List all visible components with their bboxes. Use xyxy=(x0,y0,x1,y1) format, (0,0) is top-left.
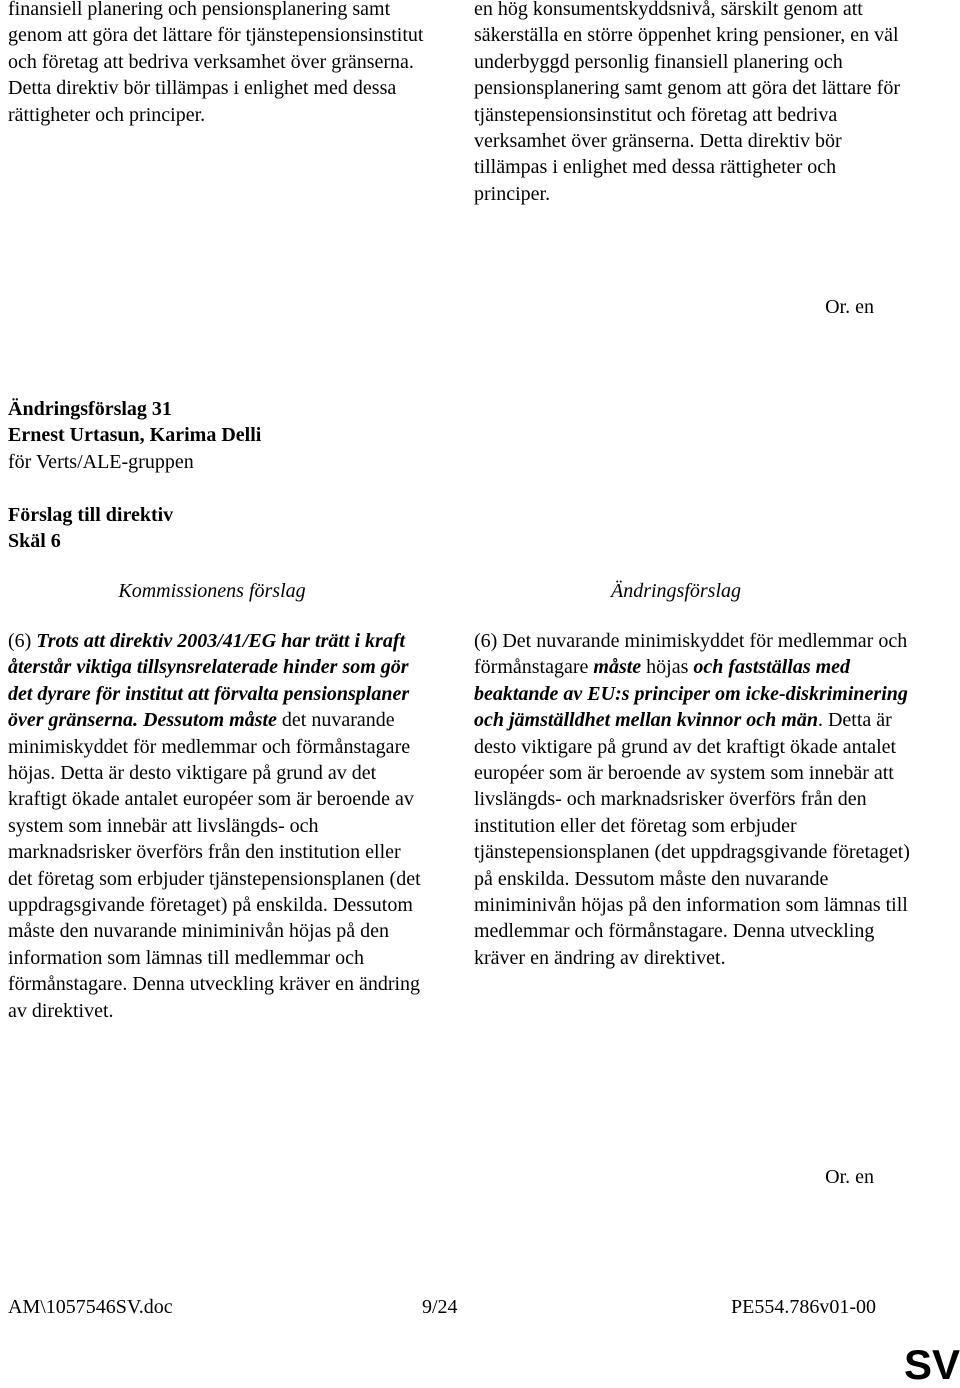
top-right-paragraph: en hög konsumentskyddsnivå, särskilt genom att säkerställa en större öppenhet kring pensioner, en väl underbyggd personlig finansiell planering och pensionsplanering samt genom att göra det lättare för tjänstepensionsinstitut och företag att bedriva verksamhet över gränserna. Detta direktiv bör tillämpas i enlighet med dessa rättigheter och principer. xyxy=(474,0,900,205)
commission-text xyxy=(8,628,428,1024)
top-left-text xyxy=(8,0,428,128)
text-run: (6) Det nuvarande minimiskyddet för medlemmar och förmånstagare xyxy=(474,630,908,679)
page-number: 9/24 xyxy=(422,1296,458,1318)
inserted-text-run: och fastställas med beaktande av EU:s principer om icke-diskriminering och jämställdhet mellan kvinnor och män xyxy=(474,656,908,732)
deleted-text-run: Trots att direktiv 2003/41/EG har trätt i kraft återstår viktiga tillsynsrelaterade hinder som gör det dyrare för institut att förvalta pensionsplaner över gränserna. xyxy=(8,630,410,732)
amendment-header xyxy=(8,396,261,475)
text-run: (6) xyxy=(8,630,37,652)
inserted-text-run: måste xyxy=(593,656,642,679)
language-code: SV xyxy=(903,1341,960,1388)
text-run: höjas xyxy=(641,656,694,679)
original-language-label-bottom: Or. en xyxy=(825,1166,874,1188)
commission-paragraph xyxy=(8,628,428,1024)
deleted-text-run: Dessutom måste xyxy=(143,709,277,732)
top-right-text xyxy=(474,0,914,207)
document-reference: PE554.786v01-00 xyxy=(731,1296,876,1318)
commission-proposal-header: Kommissionens förslag xyxy=(118,580,306,602)
amendment-authors: Ernest Urtasun, Karima Delli xyxy=(8,424,262,447)
amendment-column-header: Ändringsförslag xyxy=(610,580,742,602)
text-run: . Detta är desto viktigare på grund av det kraftigt ökade antalet européer som är beroende av system som innebär att livslängds- och marknadsrisker överförs från den institution eller det företag som erbjuder tjänstepensionsplanen (det uppdragsgivande företaget) på enskilda. Dessutom måste den nuvarande miniminivån höjas på den information som lämnas till medlemmar och förmånstagare. Denna utveckling kräver en ändring av direktivet. xyxy=(474,709,910,969)
proposal-header xyxy=(8,502,173,555)
document-id: AM\1057546SV.doc xyxy=(8,1296,173,1318)
amendment-paragraph xyxy=(474,628,914,971)
original-language-label: Or. en xyxy=(825,296,874,318)
recital-label: Skäl 6 xyxy=(8,530,61,553)
amendment-text xyxy=(474,628,914,971)
amendment-title: Ändringsförslag 31 xyxy=(8,398,172,420)
amendment-group: för Verts/ALE-gruppen xyxy=(8,450,194,473)
top-left-paragraph: finansiell planering och pensionsplanering samt genom att göra det lättare för tjänstepensionsinstitut och företag att bedriva verksamhet över gränserna. Detta direktiv bör tillämpas i enlighet med dessa rättigheter och principer. xyxy=(8,0,424,126)
text-run: det nuvarande minimiskyddet för medlemmar och förmånstagare höjas. Detta är desto viktigare på grund av det kraftigt ökade antalet européer som är beroende av system som innebär att livslängds- och marknadsrisker överförs från den institution eller det företag som erbjuder tjänstepensionsplanen (det uppdragsgivande företaget) på enskilda. Dessutom måste den nuvarande miniminivån höjas på den information som lämnas till medlemmar och förmånstagare. Denna utveckling kräver en ändring av direktivet. xyxy=(8,709,421,1022)
proposal-label: Förslag till direktiv xyxy=(8,504,174,526)
